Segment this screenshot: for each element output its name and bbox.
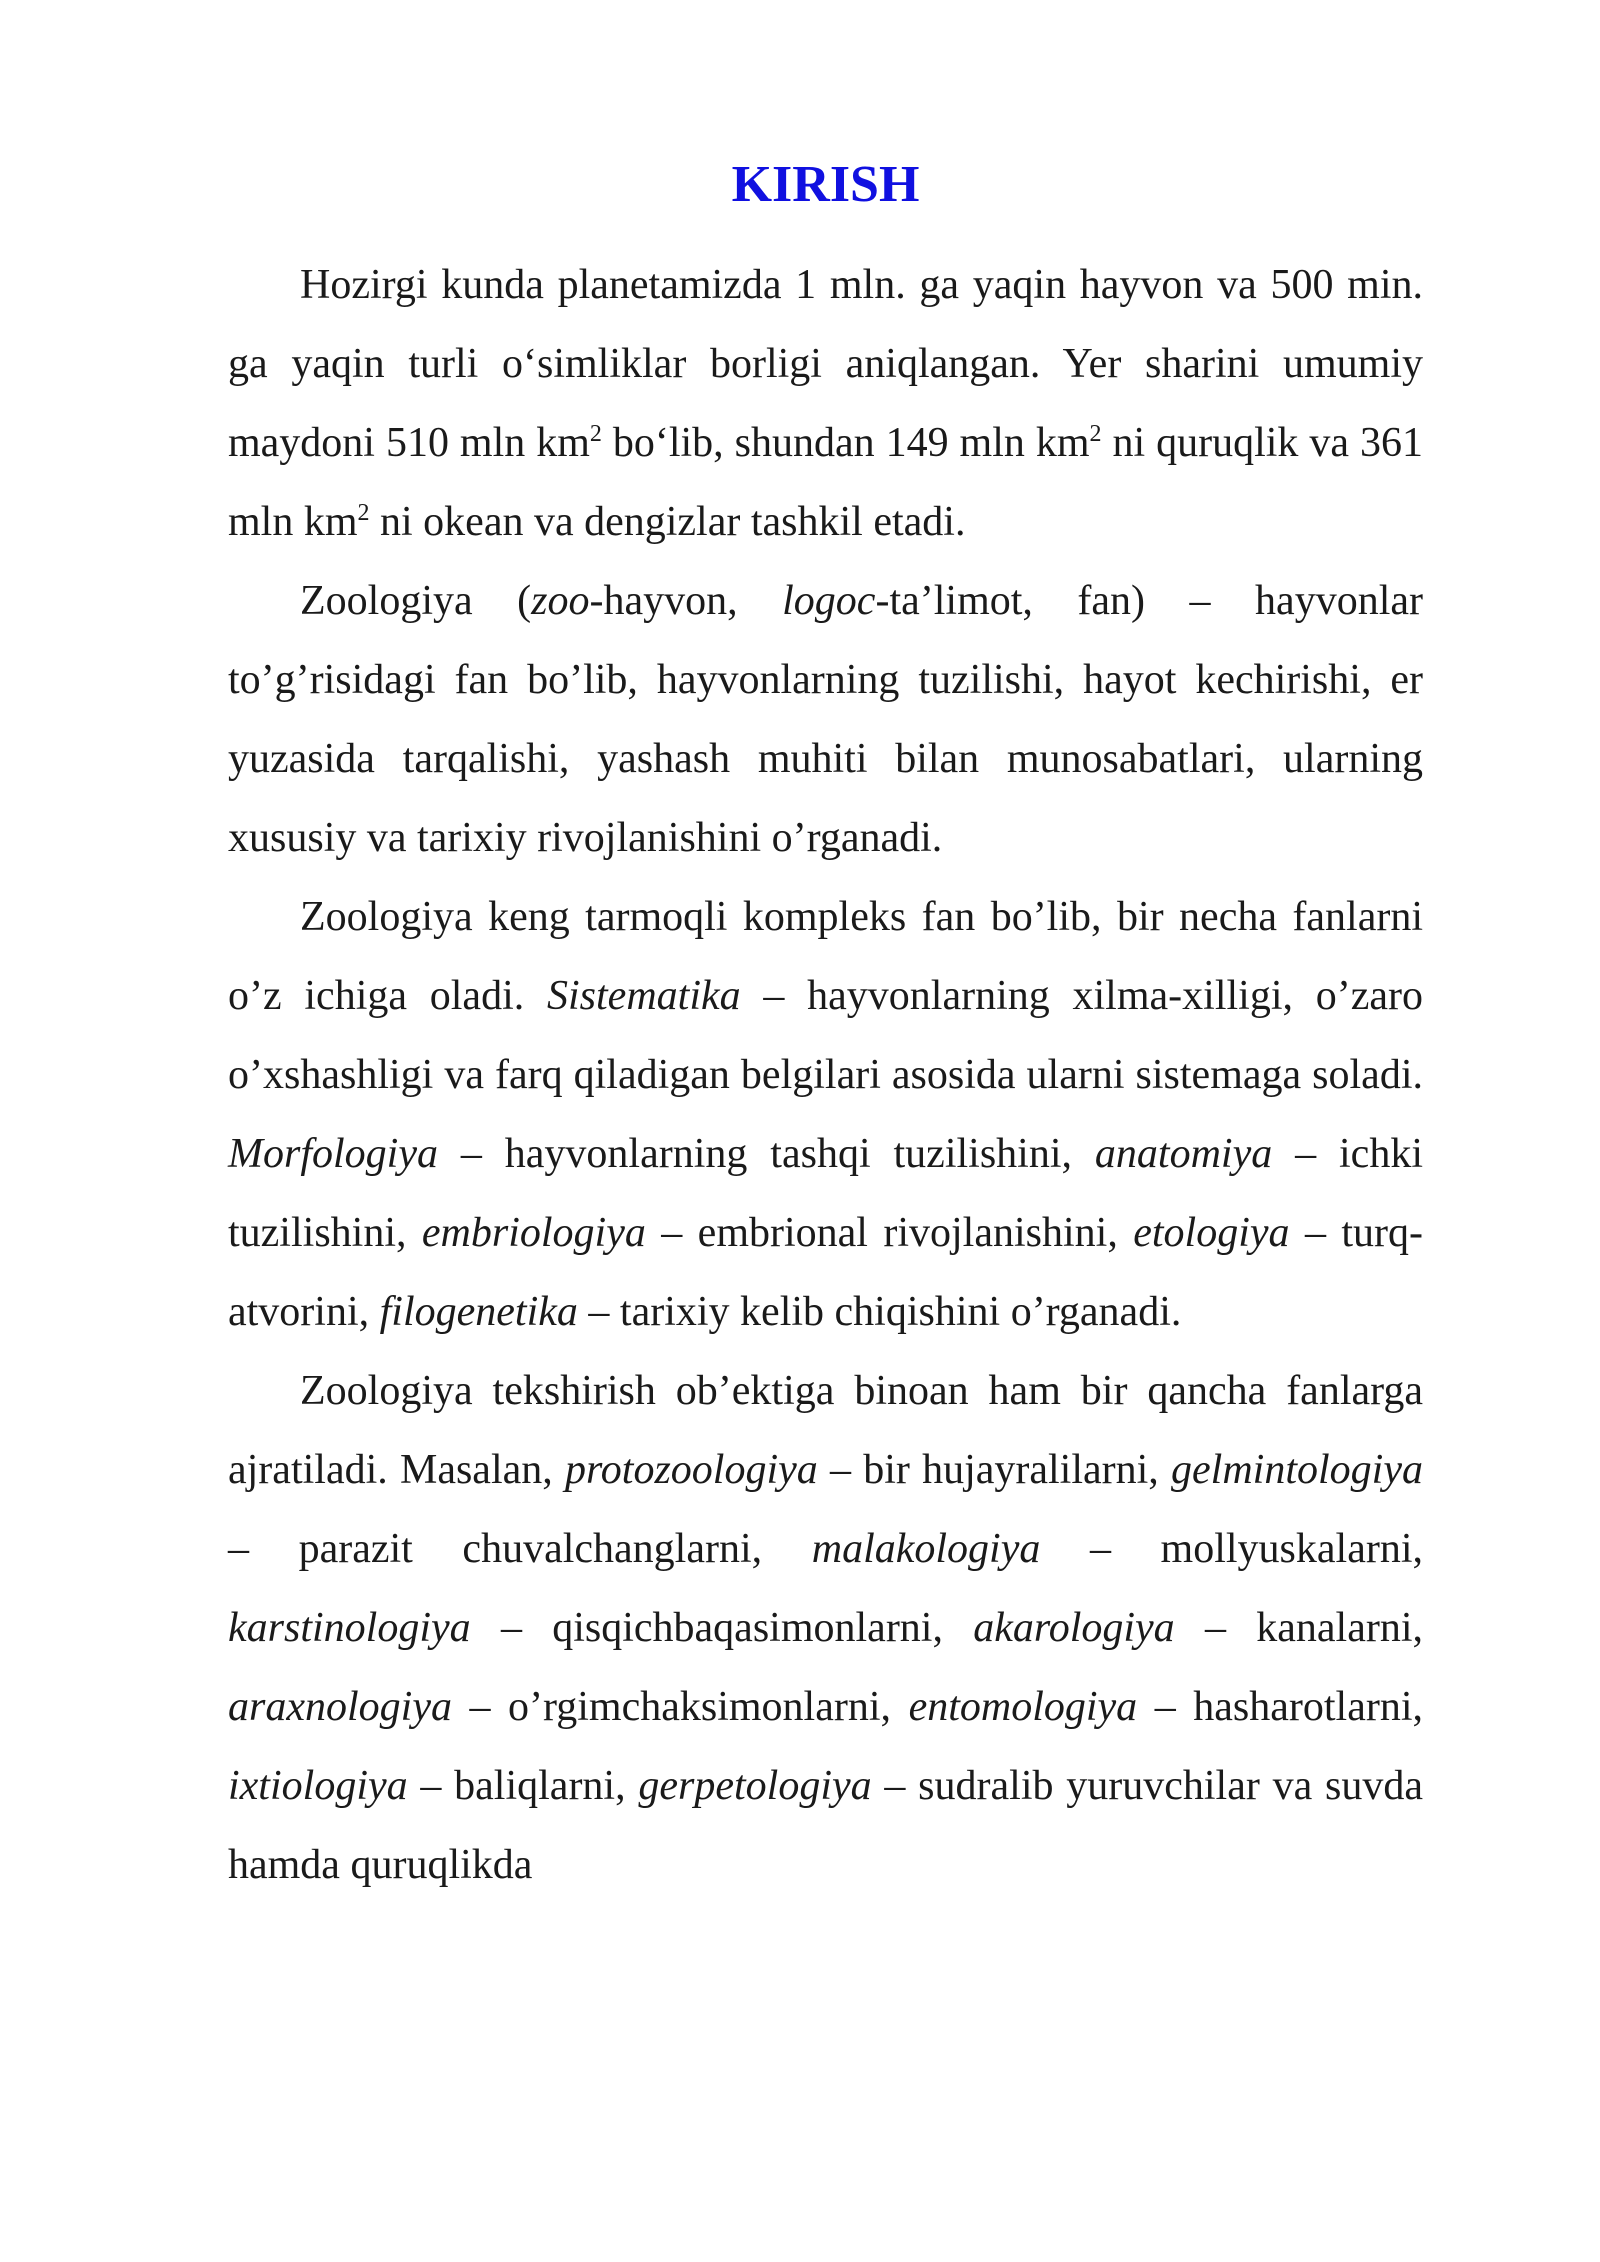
- italic-term: gerpetologiya: [638, 1763, 872, 1809]
- superscript: 2: [357, 500, 370, 526]
- italic-term: Sistematika: [547, 973, 741, 1019]
- text-run: – parazit chuvalchanglarni,: [228, 1526, 812, 1572]
- italic-term: akarologiya: [973, 1605, 1175, 1651]
- italic-term: etologiya: [1133, 1210, 1290, 1256]
- italic-term: gelmintologiya: [1171, 1447, 1423, 1493]
- italic-term: embriologiya: [421, 1210, 646, 1256]
- italic-term: entomologiya: [908, 1684, 1138, 1730]
- text-run: – o’rgimchaksimonlarni,: [451, 1684, 909, 1730]
- text-run: ni okean va dengizlar tashkil etadi.: [369, 499, 966, 545]
- paragraph: [228, 246, 1423, 562]
- text-run: -ta’limot, fan) – hayvonlar to’g’risidagi fan bo’lib, hayvonlarning tuzilishi, hayot kechirishi, er yuzasida tarqalishi, yashash muhiti bilan munosabatlari, ularning xususiy va tarixiy rivojlanishini o’rganadi.: [228, 578, 1423, 861]
- italic-term: logoc: [782, 578, 876, 624]
- superscript: 2: [589, 421, 602, 447]
- text-run: – embrional rivojlanishini,: [645, 1210, 1134, 1256]
- document-page: [228, 150, 1423, 1905]
- italic-term: malakologiya: [811, 1526, 1041, 1572]
- text-run: – baliqlarni,: [407, 1763, 639, 1809]
- italic-term: filogenetika: [379, 1289, 578, 1335]
- italic-term: protozoologiya: [564, 1447, 818, 1493]
- text-run: – ichki tuzilishini,: [228, 1131, 1423, 1256]
- text-run: – hasharotlarni,: [1137, 1684, 1424, 1730]
- page-title: KIRISH: [731, 156, 920, 213]
- italic-term: Morfologiya: [228, 1131, 438, 1177]
- text-run: – turq-atvorini,: [228, 1210, 1423, 1335]
- text-run: – mollyuskalarni,: [1040, 1526, 1423, 1572]
- text-run: – hayvonlarning tashqi tuzilishini,: [437, 1131, 1095, 1177]
- text-run: ni quruqlik va 361 mln km: [228, 420, 1423, 545]
- text-run: – hayvonlarning xilma-xilligi, o’zaro o’xshashligi va farq qiladigan belgilari asosida ularni sistemaga soladi.: [228, 973, 1424, 1098]
- text-run: – tarixiy kelib chiqishini o’rganadi.: [577, 1289, 1182, 1335]
- text-run: – qisqichbaqasimonlarni,: [470, 1605, 974, 1651]
- body-text: [228, 246, 1423, 1905]
- italic-term: araxnologiya: [228, 1684, 452, 1730]
- text-run: – kanalarni,: [1174, 1605, 1423, 1651]
- text-run: Zoologiya tekshirish ob’ektiga binoan ham bir qancha fanlarga ajratiladi. Masalan,: [228, 1368, 1423, 1493]
- italic-term: anatomiya: [1094, 1131, 1273, 1177]
- paragraph: [228, 878, 1423, 1352]
- text-run: – sudralib yuruvchilar va suvda hamda quruqlikda: [228, 1763, 1423, 1888]
- italic-term: ixtiologiya: [228, 1763, 408, 1809]
- text-run: -hayvon,: [589, 578, 783, 624]
- paragraph: [228, 1352, 1423, 1905]
- italic-term: zoo: [531, 578, 590, 624]
- superscript: 2: [1089, 421, 1102, 447]
- text-run: Zoologiya keng tarmoqli kompleks fan bo’lib, bir necha fanlarni o’z ichiga oladi.: [228, 894, 1423, 1019]
- text-run: Zoologiya (: [300, 578, 532, 624]
- paragraph: [228, 562, 1423, 878]
- text-run: Hozirgi kunda planetamizda 1 mln. ga yaqin hayvon va 500 min. ga yaqin turli o‘simliklar borligi aniqlangan. Yer sharini umumiy maydoni 510 mln km: [228, 262, 1423, 466]
- text-run: bo‘lib, shundan 149 mln km: [601, 420, 1090, 466]
- italic-term: karstinologiya: [228, 1605, 471, 1651]
- text-run: – bir hujayralilarni,: [817, 1447, 1172, 1493]
